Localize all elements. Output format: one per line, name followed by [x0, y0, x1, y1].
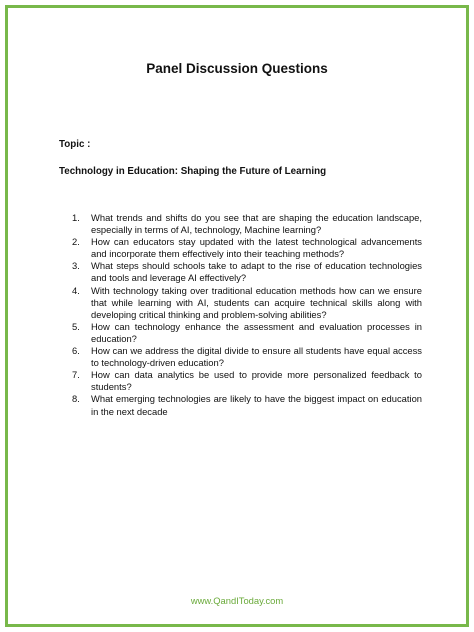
- question-text: What trends and shifts do you see that are shaping the education landscape, especially in terms of AI, technology, Machine learning?: [91, 212, 422, 236]
- question-item: [72, 369, 422, 393]
- question-text: How can technology enhance the assessment and evaluation processes in education?: [91, 320, 422, 344]
- question-number: 3.: [72, 260, 80, 272]
- question-number: 2.: [72, 236, 80, 248]
- question-text: How can data analytics be used to provide more personalized feedback to students?: [91, 369, 422, 393]
- question-item: [72, 285, 422, 321]
- question-item: [72, 260, 422, 284]
- footer-website-link[interactable]: www.QandITodaу.com: [190, 595, 284, 606]
- question-number: 8.: [72, 393, 80, 405]
- question-item: [72, 393, 422, 417]
- question-number: 7.: [72, 369, 80, 381]
- question-list: [72, 212, 422, 418]
- question-item: [72, 236, 422, 260]
- question-number: 4.: [72, 284, 80, 296]
- question-text: How can educators stay updated with the latest technological advancements and incorporate them effectively into their teaching methods?: [91, 236, 422, 260]
- question-item: [72, 321, 422, 345]
- question-number: 1.: [72, 212, 80, 223]
- topic-text: Technology in Education: Shaping the Future of Learning: [59, 166, 327, 177]
- question-text: What emerging technologies are likely to have the biggest impact on education in the next decade: [91, 393, 422, 417]
- topic-label: Topic :: [59, 139, 91, 150]
- question-text: What steps should schools take to adapt to the rise of education technologies and tools and leverage AI effectively?: [91, 260, 422, 284]
- question-text: With technology taking over traditional education methods how can we ensure that while learning with AI, students can acquire technical skills along with developing critical thinking and problem-solving abilities?: [91, 284, 422, 320]
- question-number: 6.: [72, 345, 80, 357]
- question-item: [72, 345, 422, 369]
- page-title: Panel Discussion Questions: [146, 61, 328, 76]
- question-item: [72, 212, 422, 236]
- question-text: How can we address the digital divide to ensure all students have equal access to technology-driven education?: [91, 345, 422, 369]
- document-page: [5, 5, 469, 627]
- question-number: 5.: [72, 320, 80, 332]
